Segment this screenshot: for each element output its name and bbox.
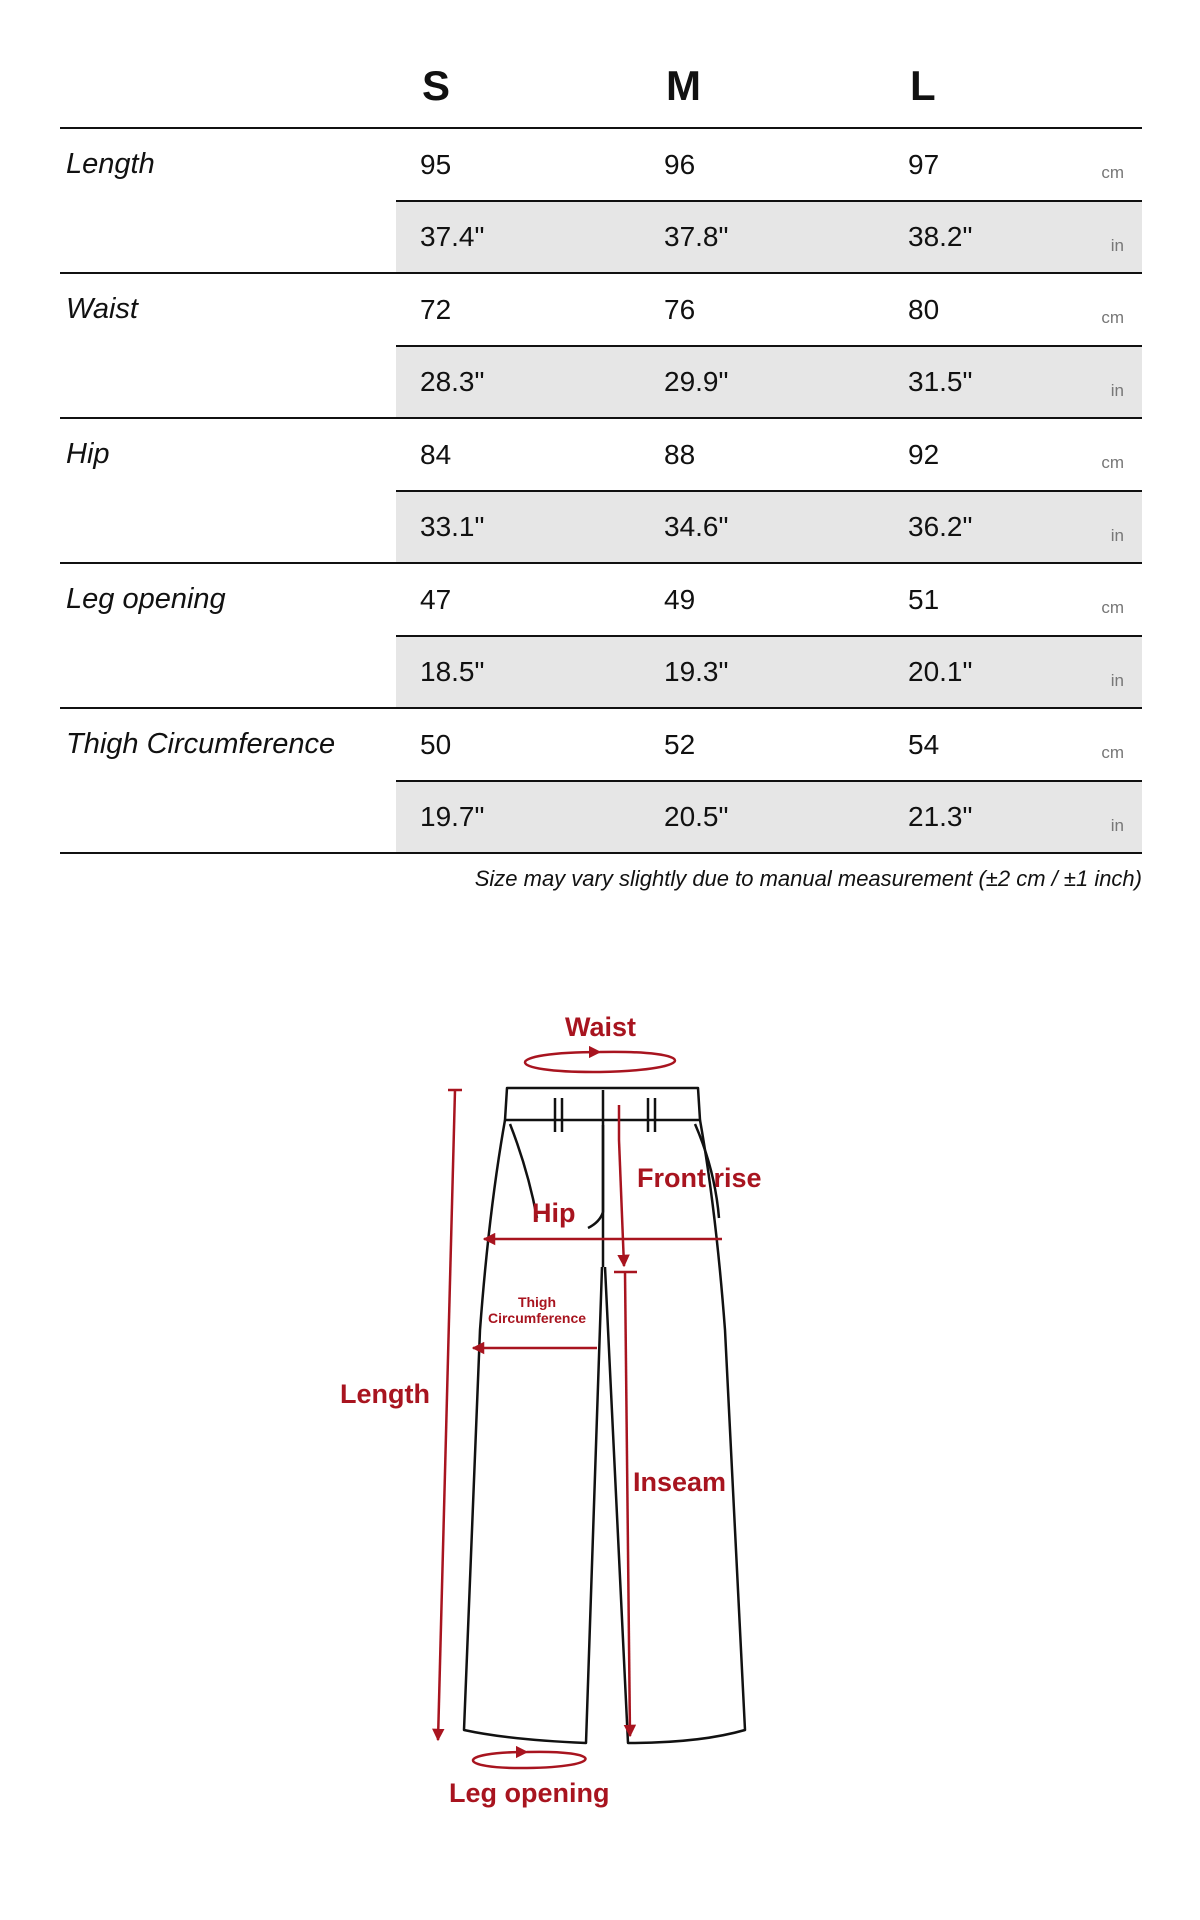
unit-cm: cm bbox=[1101, 308, 1124, 327]
cell-thigh-m-cm: 52 bbox=[664, 729, 696, 760]
table-rule bbox=[60, 562, 1142, 564]
cell-hip-s-cm: 84 bbox=[420, 439, 452, 470]
cell-waist-l-cm: 80 bbox=[908, 294, 940, 325]
table-rule bbox=[60, 707, 1142, 709]
row-label-length: Length bbox=[66, 148, 155, 180]
cell-thigh-l-in: 21.3" bbox=[908, 801, 973, 832]
table-rule bbox=[396, 635, 1142, 637]
table-rule bbox=[60, 127, 1142, 129]
cell-length-s-in: 37.4" bbox=[420, 221, 485, 252]
row-label-leg-opening: Leg opening bbox=[66, 583, 226, 615]
cell-thigh-s-in: 19.7" bbox=[420, 801, 485, 832]
cell-length-l-in: 38.2" bbox=[908, 221, 973, 252]
row-shade bbox=[396, 492, 1142, 562]
unit-in: in bbox=[1110, 526, 1124, 545]
cell-leg-opening-m-cm: 49 bbox=[664, 584, 696, 615]
row-label-thigh-circumference: Thigh Circumference bbox=[66, 728, 336, 760]
cell-hip-l-cm: 92 bbox=[908, 439, 940, 470]
cell-hip-m-in: 34.6" bbox=[664, 511, 729, 542]
cell-length-l-cm: 97 bbox=[908, 149, 940, 180]
pants-measurement-diagram bbox=[0, 990, 1200, 1850]
cell-length-m-in: 37.8" bbox=[664, 221, 729, 252]
table-rule bbox=[396, 200, 1142, 202]
table-rule bbox=[396, 490, 1142, 492]
row-shade bbox=[396, 637, 1142, 707]
cell-thigh-l-cm: 54 bbox=[908, 729, 940, 760]
length-label: Length bbox=[340, 1379, 430, 1409]
cell-leg-opening-l-in: 20.1" bbox=[908, 656, 973, 687]
row-shade bbox=[396, 202, 1142, 272]
cell-waist-s-cm: 72 bbox=[420, 294, 452, 325]
unit-in: in bbox=[1110, 671, 1124, 690]
thigh-label-line2: Circumference bbox=[487, 1310, 587, 1326]
cell-hip-s-in: 33.1" bbox=[420, 511, 485, 542]
cell-leg-opening-s-in: 18.5" bbox=[420, 656, 485, 687]
table-rule bbox=[60, 272, 1142, 274]
waist-label: Waist bbox=[565, 1012, 637, 1042]
unit-in: in bbox=[1110, 381, 1124, 400]
row-shade bbox=[396, 782, 1142, 852]
measurement-note: Size may vary slightly due to manual measurement (±2 cm / ±1 inch) bbox=[474, 866, 1142, 891]
cell-hip-l-in: 36.2" bbox=[908, 511, 973, 542]
unit-cm: cm bbox=[1101, 453, 1124, 472]
cell-hip-m-cm: 88 bbox=[664, 439, 696, 470]
table-rule bbox=[396, 345, 1142, 347]
inseam-label: Inseam bbox=[633, 1467, 727, 1497]
leg-opening-label: Leg opening bbox=[449, 1778, 610, 1808]
unit-in: in bbox=[1110, 236, 1124, 255]
size-header-m: M bbox=[666, 62, 701, 109]
hip-label: Hip bbox=[532, 1198, 576, 1228]
row-label-hip: Hip bbox=[66, 438, 110, 470]
cell-waist-m-cm: 76 bbox=[664, 294, 696, 325]
thigh-label-line1: Thigh bbox=[517, 1294, 557, 1310]
table-rule bbox=[396, 780, 1142, 782]
cell-leg-opening-m-in: 19.3" bbox=[664, 656, 729, 687]
row-shade bbox=[396, 347, 1142, 417]
cell-thigh-m-in: 20.5" bbox=[664, 801, 729, 832]
front-rise-label: Front rise bbox=[637, 1163, 762, 1193]
cell-waist-l-in: 31.5" bbox=[908, 366, 973, 397]
cell-leg-opening-l-cm: 51 bbox=[908, 584, 940, 615]
size-header-s: S bbox=[422, 62, 451, 109]
cell-length-s-cm: 95 bbox=[420, 149, 452, 180]
cell-waist-m-in: 29.9" bbox=[664, 366, 729, 397]
unit-cm: cm bbox=[1101, 743, 1124, 762]
row-label-waist: Waist bbox=[66, 293, 138, 325]
cell-thigh-s-cm: 50 bbox=[420, 729, 452, 760]
cell-leg-opening-s-cm: 47 bbox=[420, 584, 452, 615]
unit-cm: cm bbox=[1101, 598, 1124, 617]
size-header-l: L bbox=[910, 62, 936, 109]
table-rule bbox=[60, 417, 1142, 419]
unit-cm: cm bbox=[1101, 163, 1124, 182]
cell-waist-s-in: 28.3" bbox=[420, 366, 485, 397]
measurement-guides bbox=[438, 1052, 722, 1768]
unit-in: in bbox=[1110, 816, 1124, 835]
cell-length-m-cm: 96 bbox=[664, 149, 696, 180]
table-rule bbox=[60, 852, 1142, 854]
